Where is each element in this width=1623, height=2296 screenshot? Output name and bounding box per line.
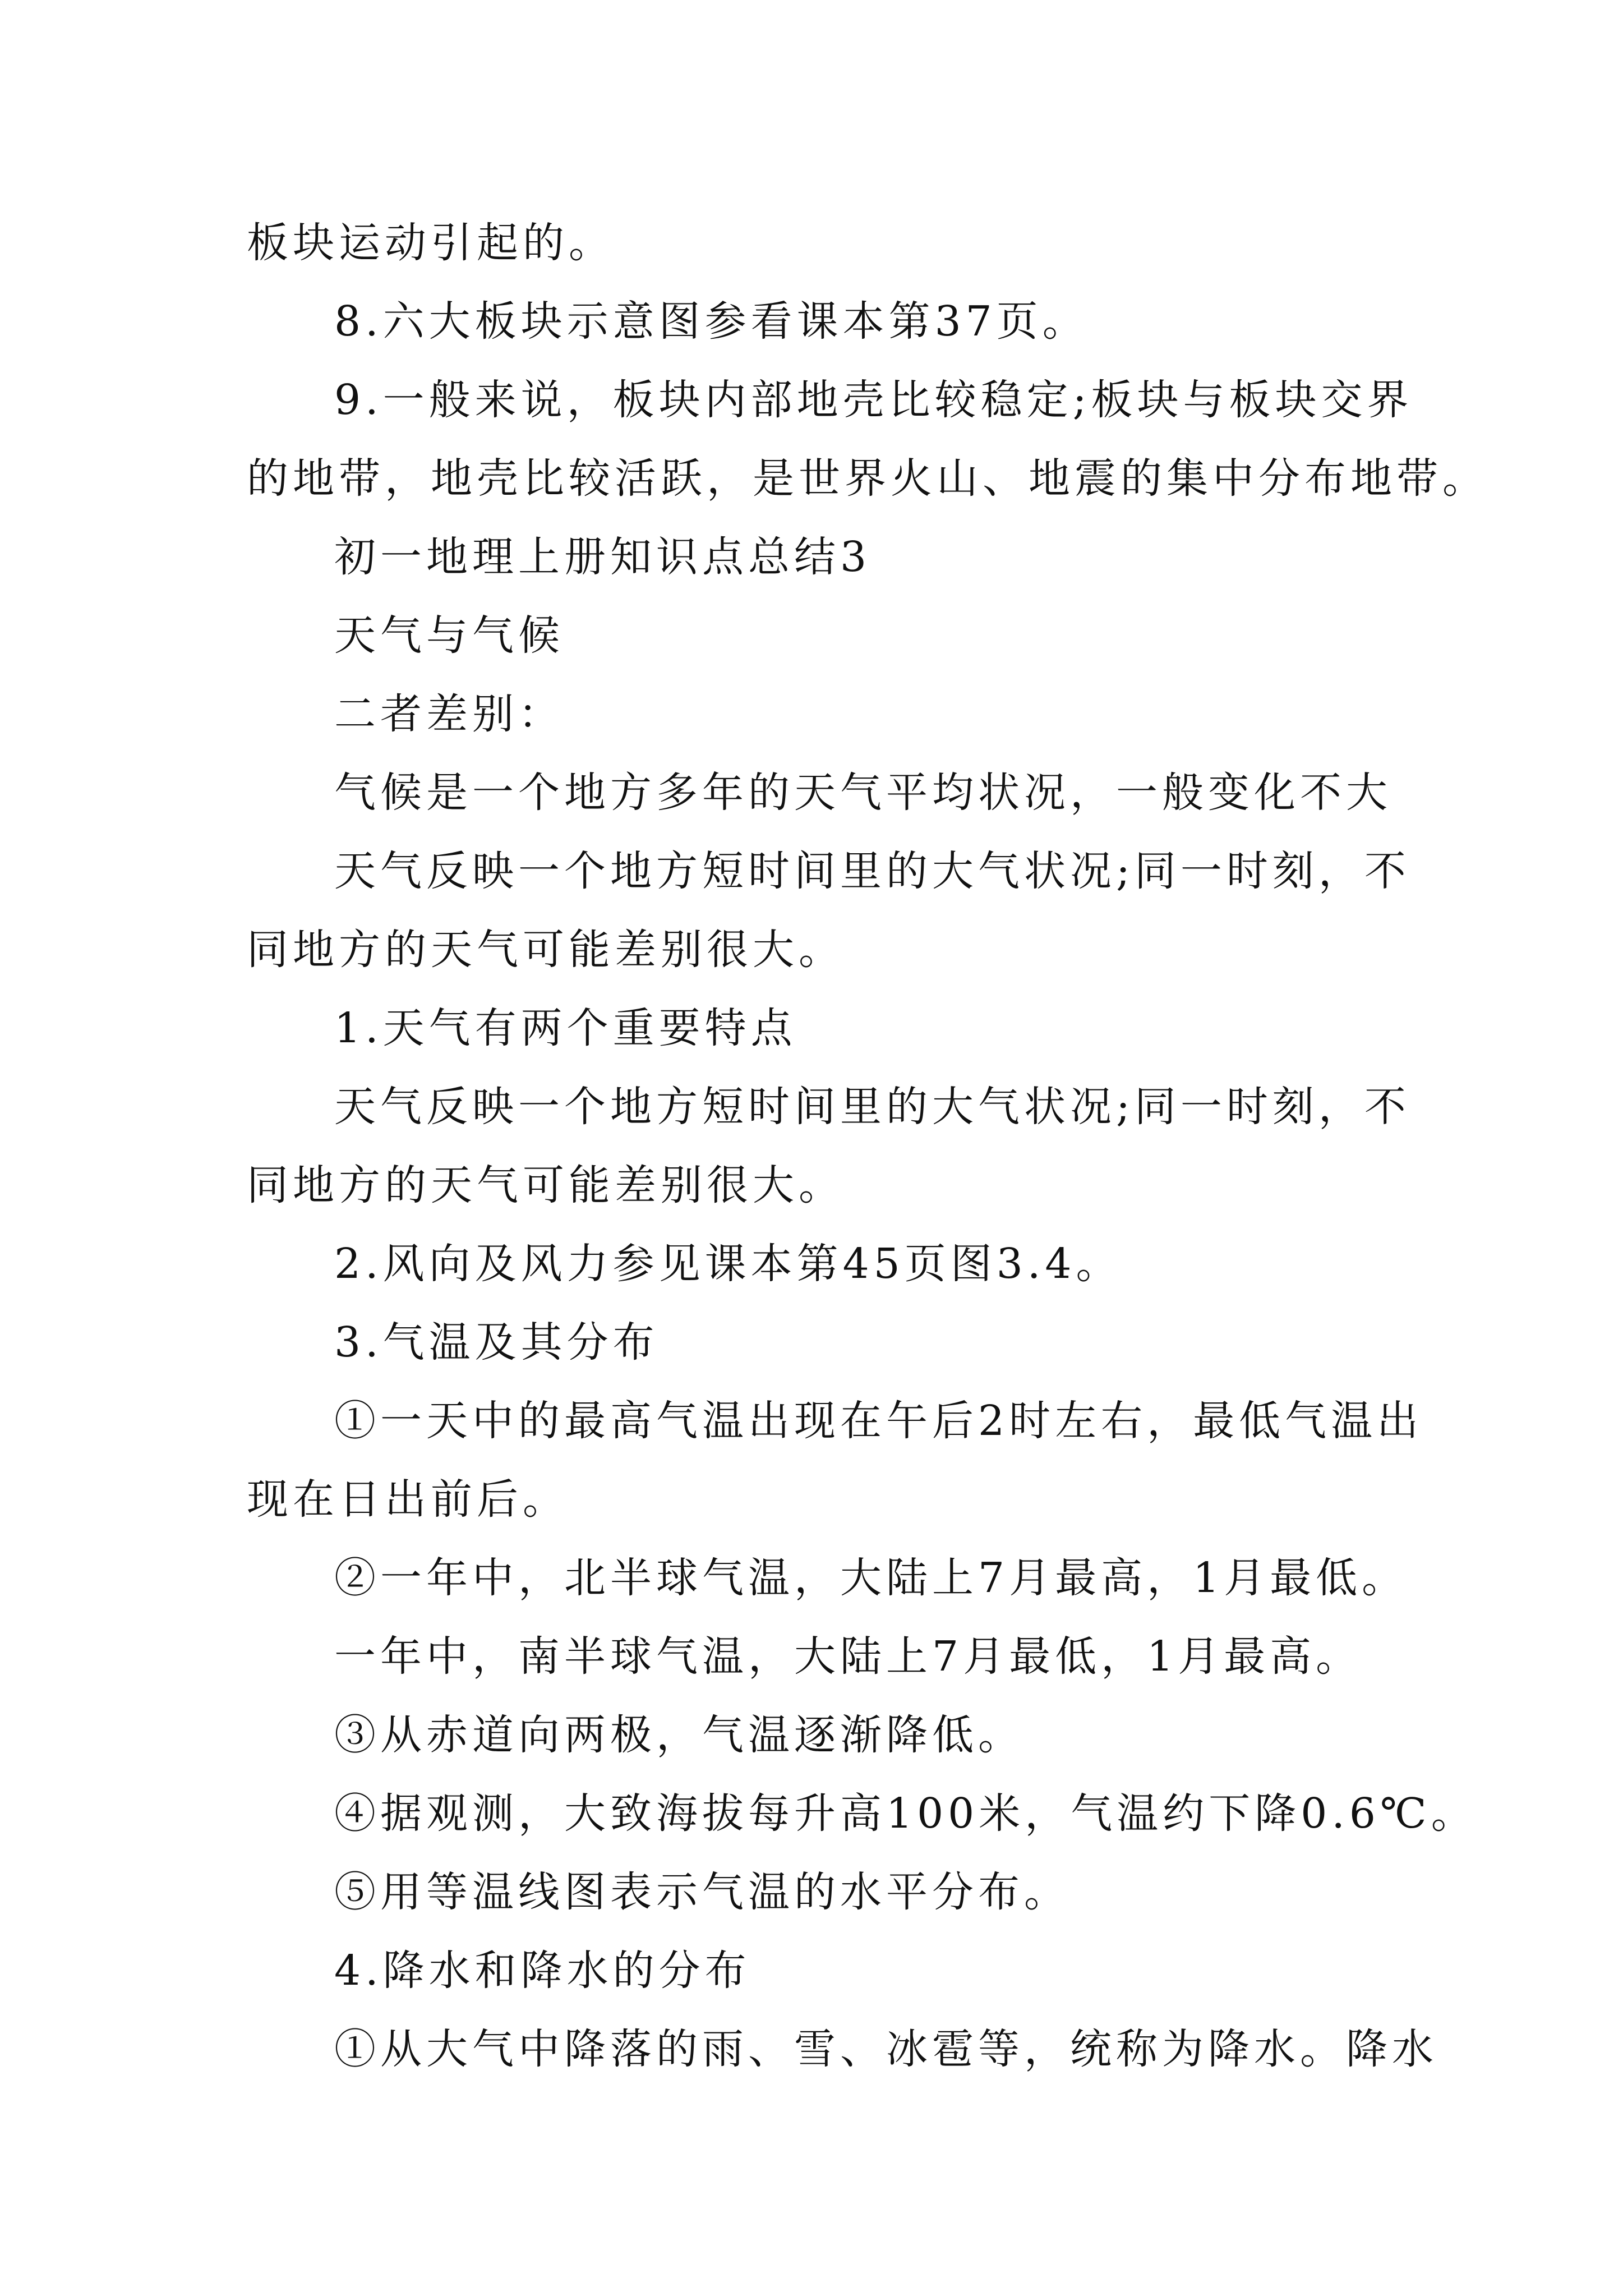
text-line: ⑤用等温线图表示气温的水平分布。 bbox=[334, 1868, 1070, 1916]
text-line: 4.降水和降水的分布 bbox=[334, 1947, 751, 1995]
text-line: 气候是一个地方多年的天气平均状况，一般变化不大 bbox=[334, 769, 1392, 817]
text-line: 同地方的天气可能差别很大。 bbox=[247, 1161, 845, 1209]
text-line: 2.风向及风力参见课本第45页图3.4。 bbox=[334, 1240, 1122, 1288]
text-line: 9.一般来说，板块内部地壳比较稳定;板块与板块交界 bbox=[334, 376, 1413, 424]
text-line: ④据观测，大致海拔每升高100米，气温约下降0.6℃。 bbox=[334, 1789, 1477, 1838]
section-heading: 初一地理上册知识点总结3 bbox=[334, 533, 872, 581]
text-line: 天气反映一个地方短时间里的大气状况;同一时刻，不 bbox=[334, 1083, 1410, 1131]
text-line: 1.天气有两个重要特点 bbox=[334, 1004, 797, 1052]
text-line: 8.六大板块示意图参看课本第37页。 bbox=[334, 297, 1089, 346]
text-line: 二者差别： bbox=[334, 690, 564, 738]
text-line: ②一年中，北半球气温，大陆上7月最高，1月最低。 bbox=[334, 1554, 1408, 1602]
text-line: ①一天中的最高气温出现在午后2时左右，最低气温出 bbox=[334, 1397, 1423, 1445]
text-line: 3.气温及其分布 bbox=[334, 1318, 659, 1366]
text-line: 同地方的天气可能差别很大。 bbox=[247, 926, 845, 974]
text-line: ③从赤道向两极，气温逐渐降低。 bbox=[334, 1711, 1024, 1759]
text-line: 板块运动引起的。 bbox=[247, 219, 615, 267]
subsection-heading: 天气与气候 bbox=[334, 611, 564, 660]
text-line: ①从大气中降落的雨、雪、冰雹等，统称为降水。降水 bbox=[334, 2025, 1438, 2073]
text-line: 的地带，地壳比较活跃，是世界火山、地震的集中分布地带。 bbox=[247, 454, 1488, 503]
text-line: 一年中，南半球气温，大陆上7月最低，1月最高。 bbox=[334, 1632, 1362, 1681]
text-line: 现在日出前后。 bbox=[247, 1475, 569, 1524]
text-line: 天气反映一个地方短时间里的大气状况;同一时刻，不 bbox=[334, 847, 1410, 895]
